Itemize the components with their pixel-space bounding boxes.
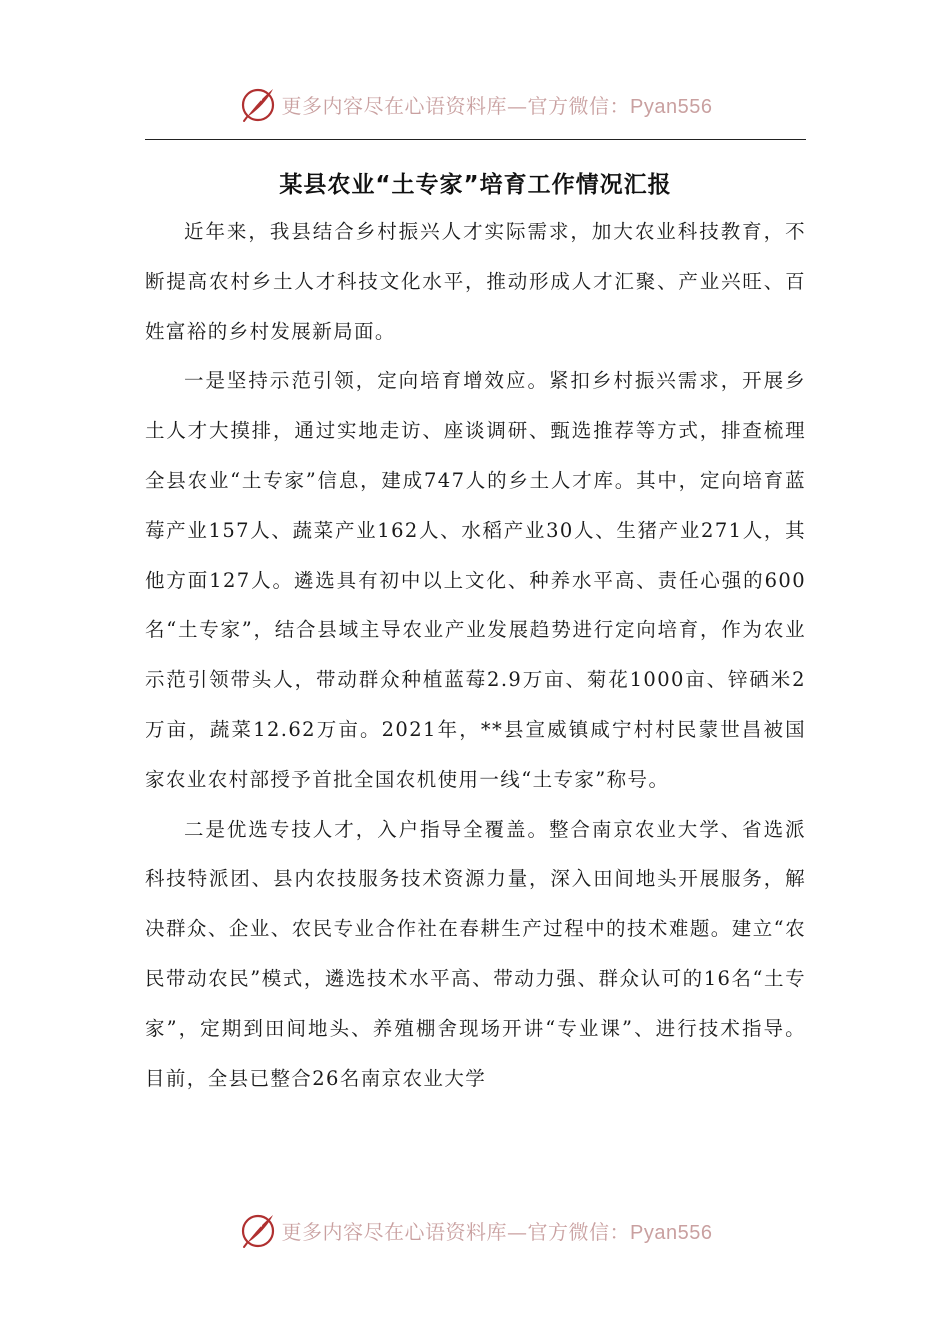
footer-watermark-text [282, 1216, 713, 1245]
footer-watermark-banner [0, 1208, 950, 1252]
header-watermark-text [282, 90, 713, 119]
quill-logo-icon [238, 1210, 278, 1250]
quill-logo-icon [238, 84, 278, 124]
paragraph-point-two: 二是优选专技人才，入户指导全覆盖。整合南京农业大学、省选派科技特派团、县内农技服务技术资源力量，深入田间地头开展服务，解决群众、企业、农民专业合作社在春耕生产过程中的技术难题。建立“农民带动农民”模式，遴选技术水平高、带动力强、群众认可的16名“土专家”，定期到田间地头、养殖棚舍现场开讲“专业课”、进行技术指导。目前，全县已整合26名南京农业大学 [145, 817, 806, 1090]
document-title: 某县农业“土专家”培育工作情况汇报 [279, 172, 672, 198]
paragraph-intro: 近年来，我县结合乡村振兴人才实际需求，加大农业科技教育，不断提高农村乡土人才科技文化水平，推动形成人才汇聚、产业兴旺、百姓富裕的乡村发展新局面。 [145, 220, 806, 343]
header-watermark-label: 更多内容尽在心语资料库—官方微信： [281, 93, 631, 118]
footer-watermark-label: 更多内容尽在心语资料库—官方微信： [281, 1219, 631, 1244]
header-divider [145, 139, 806, 140]
document-body [145, 207, 806, 1103]
footer-wechat-id: Pyan556 [630, 1221, 713, 1244]
paragraph-point-one: 一是坚持示范引领，定向培育增效应。紧扣乡村振兴需求，开展乡土人才大摸排，通过实地走访、座谈调研、甄选推荐等方式，排查梳理全县农业“土专家”信息，建成747人的乡土人才库。其中，定向培育蓝莓产业157人、蔬菜产业162人、水稻产业30人、生猪产业271人，其他方面127人。遴选具有初中以上文化、种养水平高、责任心强的600名“土专家”，结合县域主导农业产业发展趋势进行定向培育，作为农业示范引领带头人，带动群众种植蓝莓2.9万亩、菊花1000亩、锌硒米2万亩，蔬菜12.62万亩。2021年，**县宣威镇咸宁村村民蒙世昌被国家农业农村部授予首批全国农机使用一线“土专家”称号。 [145, 369, 806, 791]
header-wechat-id: Pyan556 [630, 95, 713, 118]
header-watermark-banner [0, 82, 950, 126]
